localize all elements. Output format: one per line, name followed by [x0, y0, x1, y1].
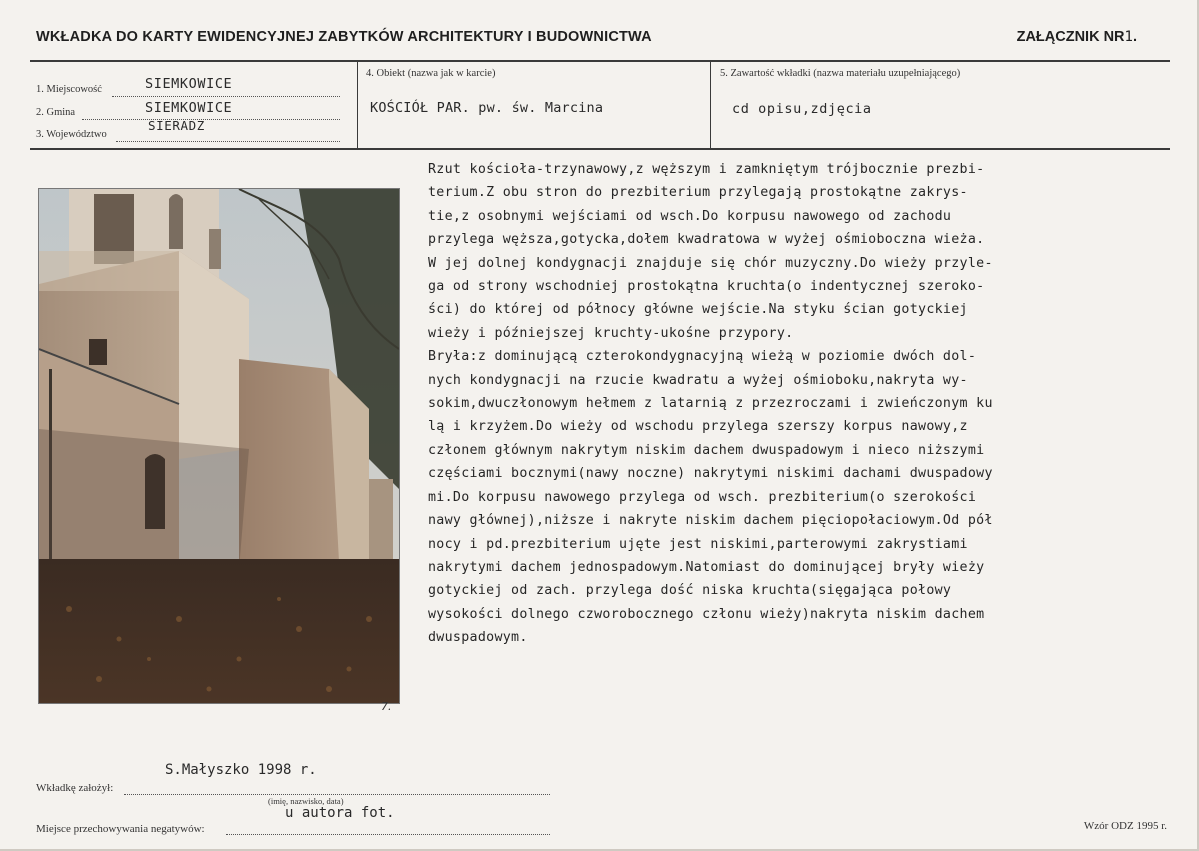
- locality-dots: [112, 96, 340, 97]
- header-bottom-rule: [30, 148, 1170, 150]
- annex-text: ZAŁĄCZNIK NR: [1016, 29, 1125, 45]
- object-value: KOŚCIÓŁ PAR. pw. św. Marcina: [370, 100, 604, 116]
- description-line: dwuspadowym.: [428, 630, 528, 646]
- voivodeship-dots: [116, 141, 340, 142]
- description-line: gotyckiej od zach. przylega dość niska kruchta(sięgająca połowy: [428, 583, 952, 599]
- description-line: terium.Z obu stron do prezbiterium przylegają prostokątne zakrys-: [428, 185, 968, 201]
- description-line: nakrytymi dachem jednospadowym.Natomiast do dominującej bryły wieży: [428, 559, 985, 575]
- church-photo: [38, 188, 400, 704]
- description-line: członem głównym nakrytym niskim dachem dwuspadowym i nieco niższymi: [428, 442, 985, 458]
- voivodeship-value: SIERADZ: [148, 118, 205, 133]
- header-top-rule: [30, 60, 1170, 62]
- commune-label: 2. Gmina: [36, 107, 76, 118]
- author-value: S.Małyszko 1998 r.: [165, 762, 317, 778]
- author-dots: [124, 794, 550, 795]
- description-line: ga od strony wschodniej prostokątna kruchta(o indentycznej szeroko-: [428, 279, 985, 295]
- description-line: ści) do której od północy główne wejście.Na styku ścian gotyckiej: [428, 302, 968, 318]
- description-line: Bryła:z dominującą czterokondygnacyjną wieżą w poziomie dwóch dol-: [428, 349, 977, 365]
- annex-number: 1: [1124, 29, 1133, 45]
- form-code: Wzór ODZ 1995 r.: [1083, 820, 1167, 832]
- object-label: 4. Obiekt (nazwa jak w karcie): [366, 68, 496, 79]
- negatives-value: u autora fot.: [285, 805, 395, 821]
- description-line: nych kondygnacji na rzucie kwadratu a wyżej ośmioboku,nakryta wy-: [428, 372, 968, 388]
- contents-label: 5. Zawartość wkładki (nazwa materiału uzupełniającego): [720, 68, 961, 79]
- photo-number: 7.: [381, 700, 392, 713]
- negatives-label: Miejsce przechowywania negatywów:: [36, 823, 205, 835]
- description-line: przylega węższa,gotycka,dołem kwadratowa w wyżej ośmioboczna wieża.: [428, 232, 985, 248]
- locality-label: 1. Miejscowość: [36, 84, 102, 95]
- document-title: WKŁADKA DO KARTY EWIDENCYJNEJ ZABYTKÓW ARCHITEKTURY I BUDOWNICTWA: [36, 29, 652, 45]
- negatives-dots: [226, 834, 550, 835]
- description-line: wieży i późniejszej kruchty-ukośne przypory.: [428, 325, 794, 341]
- church-photo-image: [39, 189, 399, 703]
- contents-value: cd opisu,zdjęcia: [732, 101, 872, 117]
- description-line: sokim,dwuczłonowym hełmem z latarnią z przezroczami i zwieńczonym ku: [428, 396, 993, 412]
- description-text: [428, 158, 1168, 650]
- description-line: nawy głównej),niższe i nakryte niskim dachem pięciopołaciowym.Od pół: [428, 513, 993, 529]
- description-line: W jej dolnej kondygnacji znajduje się chór muzyczny.Do wieży przyle-: [428, 255, 993, 271]
- voivodeship-label: 3. Województwo: [36, 129, 107, 140]
- description-line: tie,z osobnymi wejściami od wsch.Do korpusu nawowego od zachodu: [428, 208, 952, 224]
- author-label: Wkładkę założył:: [36, 782, 114, 794]
- field-divider-1: [357, 60, 358, 149]
- commune-dots: [82, 119, 340, 120]
- description-line: Rzut kościoła-trzynawowy,z węższym i zamkniętym trójbocznie prezbi-: [428, 162, 985, 177]
- annex-label: ZAŁĄCZNIK NR1.: [1016, 29, 1137, 45]
- description-line: lą i krzyżem.Do wieży od wschodu przylega szerszy korpus nawowy,z: [428, 419, 968, 435]
- description-line: nocy i pd.prezbiterium ujęte jest niskimi,parterowymi zakrystiami: [428, 536, 968, 552]
- description-line: wysokości dolnego czworobocznego członu wieży)nakryta niskim dachem: [428, 606, 985, 622]
- locality-value: SIEMKOWICE: [145, 76, 233, 92]
- commune-value: SIEMKOWICE: [145, 100, 233, 116]
- description-line: częściami bocznymi(nawy noczne) nakrytymi niskimi dachami dwuspadowy: [428, 466, 993, 482]
- field-divider-2: [710, 60, 711, 149]
- description-line: mi.Do korpusu nawowego przylega od wsch. prezbiterium(o szerokości: [428, 489, 977, 505]
- author-hint: (imię, nazwisko, data): [268, 796, 344, 806]
